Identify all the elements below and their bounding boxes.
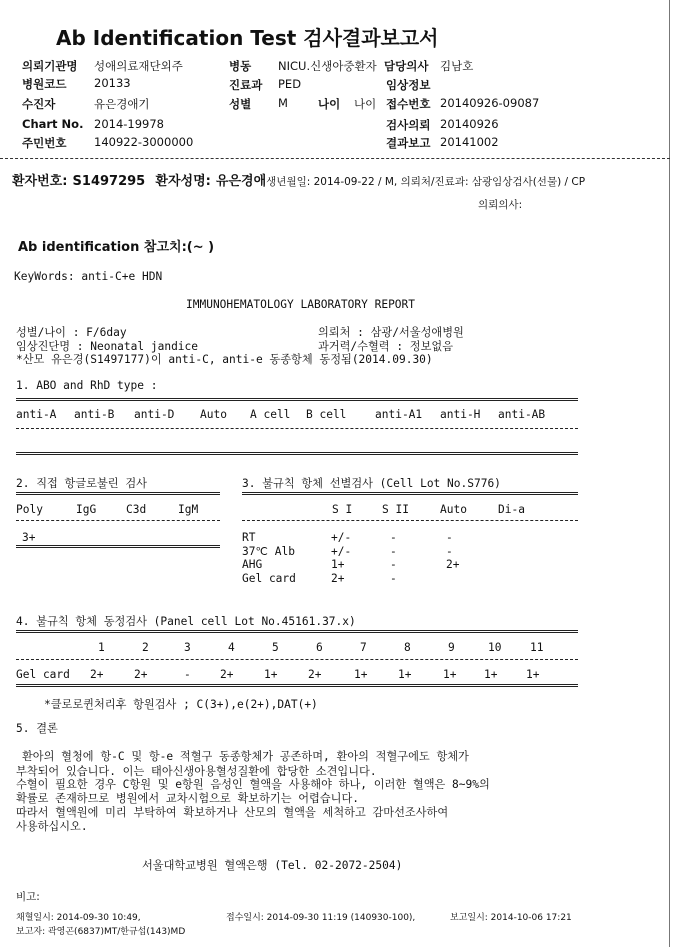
keywords: KeyWords: anti-C+e HDN (14, 270, 163, 283)
s2-rule-mid (16, 520, 220, 521)
s4-column-header: 2 (142, 641, 149, 654)
patient-details: 생년월일: 2014-09-22 / M, 의뢰처/진료과: 삼광임상검사(선물) / CP (266, 176, 586, 188)
s4-value-cell: 2+ (220, 668, 234, 681)
s3-row-value: - (446, 545, 453, 558)
s4-value-cell: 1+ (398, 668, 412, 681)
patient-no-value: S1497295 (72, 174, 146, 189)
header-field-value: NICU.신생아중환자 (278, 59, 377, 73)
s3-rule-top (242, 492, 578, 495)
header-field-value: 140922-3000000 (94, 135, 194, 149)
s3-row-value: 2+ (331, 572, 345, 585)
header-field-label: 나이 (318, 97, 341, 111)
s1-header-cell: A cell (250, 408, 291, 421)
s2-header-cell: C3d (126, 503, 147, 516)
s1-header-cell: anti-H (440, 408, 481, 421)
header-field-value: 20140926 (440, 117, 499, 131)
info-mother-note: *산모 유은경(S1497177)이 anti-C, anti-e 동종항체 동정됨(2014.09.30) (16, 353, 433, 366)
header-field-label: Chart No. (22, 117, 84, 131)
s1-rule-top (16, 398, 578, 401)
header-field-label: 수진자 (22, 97, 56, 111)
conclusion-line: 따라서 혈액원에 미리 부탁하여 확보하거나 산모의 혈액을 세척하고 감마선조사하여 (16, 806, 449, 819)
info-referrer: 의뢰처 : 삼광/서울성애병원 (318, 326, 464, 339)
header-field-value: PED (278, 77, 302, 91)
header-field-label: 검사의뢰 (386, 118, 431, 132)
header-field-label: 담당의사 (384, 59, 429, 73)
s3-row-name: 37℃ Alb (242, 545, 295, 558)
patient-no-label: 환자번호: (12, 174, 68, 189)
s1-header-cell: anti-A (16, 408, 57, 421)
referring-doctor: 의뢰의사: (478, 199, 523, 211)
s4-column-header: 6 (316, 641, 323, 654)
s4-value-cell: 1+ (354, 668, 368, 681)
s4-column-header: 11 (530, 641, 544, 654)
report-title: Ab Identification Test 검사결과보고서 (56, 26, 439, 50)
report-time: 보고일시: 2014-10-06 17:21 (450, 913, 572, 923)
s3-header-cell: S I (332, 503, 353, 516)
s3-title: 3. 불규칙 항체 선별검사 (Cell Lot No.S776) (242, 477, 501, 490)
s2-poly-value: 3+ (22, 531, 36, 544)
s3-row-value: - (390, 572, 397, 585)
header-field-value: 20141002 (440, 135, 499, 149)
s3-rule-mid (242, 520, 578, 521)
s3-row-value: 2+ (446, 558, 460, 571)
s3-header-cell: Auto (440, 503, 467, 516)
s1-rule-bottom (16, 452, 578, 455)
conclusion-line: 부착되어 있습니다. 이는 태아신생아용혈성질환에 합당한 소견입니다. (16, 765, 377, 778)
info-history: 과거력/수혈력 : 정보없음 (318, 340, 454, 353)
s4-column-header: 1 (98, 641, 105, 654)
s3-header-cell: S II (382, 503, 409, 516)
s4-note: *클로로퀸처리후 항원검사 ; C(3+),e(2+),DAT(+) (44, 698, 318, 711)
s1-header-cell: anti-D (134, 408, 175, 421)
header-field-label: 의뢰기관명 (22, 59, 78, 73)
conclusion-line: 환아의 혈청에 항-C 및 항-e 적혈구 동종항체가 공존하며, 환아의 적혈구에도 항체가 (22, 750, 469, 763)
collect-time: 채혈일시: 2014-09-30 10:49, (16, 913, 141, 923)
page-right-border (669, 0, 670, 947)
header-field-value: 나이 (354, 97, 377, 111)
s3-row-value: - (390, 531, 397, 544)
header-field-value: 20140926-09087 (440, 96, 540, 110)
header-field-label: 접수번호 (386, 97, 431, 111)
s4-rule-top (16, 630, 578, 633)
header-field-label: 성별 (229, 97, 252, 111)
s4-rule-mid (16, 659, 578, 660)
s4-title: 4. 불규칙 항체 동정검사 (Panel cell Lot No.45161.37.x) (16, 615, 356, 628)
s3-row-value: - (446, 531, 453, 544)
s4-column-header: 9 (448, 641, 455, 654)
header-field-value: M (278, 96, 288, 110)
s4-value-cell: - (184, 668, 191, 681)
patient-name-value: 유은경애 (215, 174, 267, 189)
s4-value-cell: 1+ (443, 668, 457, 681)
header-field-value: 유은경애기 (94, 97, 150, 111)
lab-title: IMMUNOHEMATOLOGY LABORATORY REPORT (186, 298, 416, 311)
blood-bank-footer: 서울대학교병원 혈액은행 (Tel. 02-2072-2504) (142, 859, 403, 872)
s3-row-value: - (390, 558, 397, 571)
s4-value-cell: 1+ (484, 668, 498, 681)
receive-time: 접수일시: 2014-09-30 11:19 (140930-100), (226, 913, 416, 923)
s4-column-header: 7 (360, 641, 367, 654)
s2-rule-bottom (16, 545, 220, 548)
s4-value-cell: 2+ (90, 668, 104, 681)
header-field-label: 병원코드 (22, 77, 67, 91)
s2-rule-top (16, 492, 220, 495)
s4-column-header: 5 (272, 641, 279, 654)
s1-header-cell: anti-B (74, 408, 115, 421)
s3-row-value: - (390, 545, 397, 558)
s4-column-header: 4 (228, 641, 235, 654)
s2-header-cell: IgG (76, 503, 97, 516)
header-field-value: 20133 (94, 76, 131, 90)
s3-row-name: Gel card (242, 572, 296, 585)
s4-column-header: 10 (488, 641, 502, 654)
s3-header-cell: Di-a (498, 503, 525, 516)
header-field-value: 2014-19978 (94, 117, 164, 131)
s1-rule-mid (16, 428, 578, 429)
s1-header-cell: Auto (200, 408, 227, 421)
s4-rule-bottom (16, 684, 578, 687)
conclusion-line: 수혈이 필요한 경우 C항원 및 e항원 음성인 혈액을 사용해야 하나, 이러한 혈액은 8~9%의 (16, 778, 490, 791)
s1-header-cell: B cell (306, 408, 347, 421)
s4-value-cell: 2+ (134, 668, 148, 681)
s4-value-cell: 1+ (264, 668, 278, 681)
header-field-value: 성애의료재단외주 (94, 59, 183, 73)
s3-row-value: +/- (331, 531, 352, 544)
s1-header-cell: anti-A1 (375, 408, 423, 421)
s3-row-value: +/- (331, 545, 352, 558)
header-field-value: 김남호 (440, 59, 474, 73)
s1-header-cell: anti-AB (498, 408, 546, 421)
patient-line (12, 170, 585, 189)
s3-row-value: 1+ (331, 558, 345, 571)
s4-row-name: Gel card (16, 668, 70, 681)
s3-row-name: AHG (242, 558, 263, 571)
s3-row-name: RT (242, 531, 256, 544)
header-field-label: 진료과 (229, 78, 263, 92)
conclusion-line: 사용하십시오. (16, 820, 88, 833)
header-field-label: 결과보고 (386, 136, 431, 150)
s2-title: 2. 직접 항글로불린 검사 (16, 477, 147, 490)
s1-title: 1. ABO and RhD type : (16, 379, 158, 392)
header-field-label: 병동 (229, 59, 252, 73)
s4-value-cell: 2+ (308, 668, 322, 681)
s4-column-header: 3 (184, 641, 191, 654)
s2-header-cell: IgM (178, 503, 199, 516)
s2-header-cell: Poly (16, 503, 43, 516)
s4-column-header: 8 (404, 641, 411, 654)
info-diagnosis: 임상진단명 : Neonatal jandice (16, 340, 199, 353)
ref-title: Ab identification 참고치:(~ ) (18, 240, 215, 255)
info-sex-age: 성별/나이 : F/6day (16, 326, 127, 339)
header-separator (0, 158, 670, 159)
header-field-label: 주민번호 (22, 136, 67, 150)
note-label: 비고: (16, 891, 40, 903)
reporter: 보고자: 곽영곤(6837)MT/한규섭(143)MD (16, 927, 186, 937)
patient-name-label: 환자성명: (155, 174, 211, 189)
header-field-label: 임상정보 (386, 78, 431, 92)
conclusion-line: 확률로 존재하므로 병원에서 교차시험으로 확보하기는 어렵습니다. (16, 792, 360, 805)
s4-value-cell: 1+ (526, 668, 540, 681)
s5-title: 5. 결론 (16, 722, 58, 735)
